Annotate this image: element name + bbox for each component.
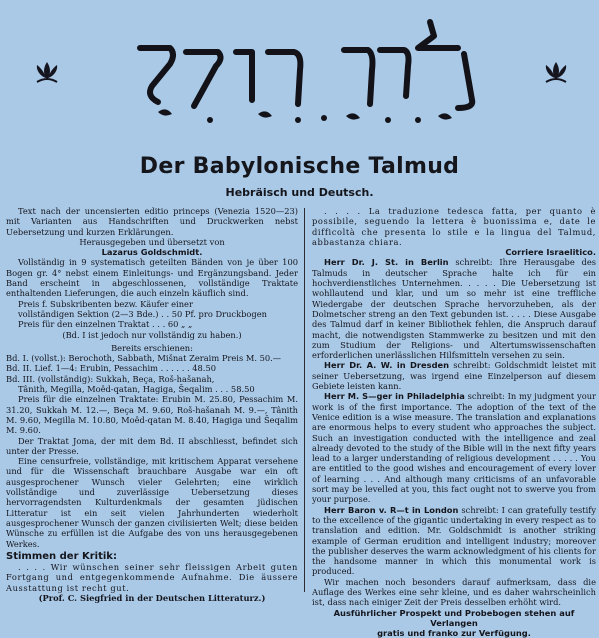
joma-note: Der Traktat Joma, der mit dem Bd. II abschliesst, befindet sich unter der Presse. — [6, 435, 298, 456]
critics-heading: Stimmen der Kritik: — [6, 550, 117, 562]
list-item: Preis für die einzelnen Traktate: Erubin M. 25.80, Pessachim M. 31.20, Sukkah M. 12.—, Beça M. 9.60, Roš-hašanah M. 9.—, Tânith M. 9.60, Megilla M. 10.80, Moêd-qatan M. 8.40, Hagiga und Šeqalim M. 9.60. — [6, 394, 298, 436]
price-note: (Bd. I ist jedoch nur vollständig zu haben.) — [62, 329, 242, 340]
review-text: schreibt: I can gratefully testify to the excellence of the gigantic undertaking in every respect as to translation and edition. Mr. Goldschmidt is another striking example of German erudition and intelligent industry; moreover the publisher deserves the warm acknowledgment of his clients for the handsome manner in which this monumental work is produced. — [312, 504, 597, 577]
fleuron-left-icon — [32, 58, 62, 88]
published-heading: Bereits erschienen: — [111, 342, 193, 353]
price-line-3: Preis für den einzelnen Traktat . . . 60 „ „ — [18, 319, 193, 330]
footer-line-2: gratis und franko zur Verfügung. — [377, 628, 531, 638]
hebrew-calligraphy-title — [118, 8, 480, 130]
left-column — [6, 206, 298, 603]
review-3 — [312, 391, 596, 504]
closing-note: Wir machen noch besonders darauf aufmerksam, dass die Auflage des Werkes eine sehr kleine, und es daher wahrscheinlich ist, dass nach einiger Zeit der Preis desselben erhöht wird. — [312, 576, 596, 608]
italian-quote: . . . . La traduzione tedesca fatta, per quanto è possibile, seguendo la lettera è buonissima e, date le difficoltà che presenta lo stile e la lingua del Talmud, abbastanza chiara. — [312, 206, 596, 247]
review-text: schreibt: Goldschmidt leistet mit seiner Uebersetzung, was irgend eine Einzelperson auf diesem Gebiete leisten kann. — [312, 360, 596, 392]
review-4 — [312, 505, 596, 577]
critic-quote: . . . . Wir wünschen seiner sehr fleissigen Arbeit guten Fortgang und entgegenkommende Aufnahme. Die äussere Ausstattung ist recht gut. — [6, 562, 298, 593]
sub-title: Hebräisch und Deutsch. — [225, 186, 374, 199]
praise-text: Eine censurfreie, vollständige, mit kritischem Apparat versehene und für die Wissenschaft brauchbare Ausgabe war ein oft ausgesprochener Wunsch vieler Gelehrten; eine wirklich vollständige und zuverlässige Uebersetzung dieses hervorragendsten Kulturdenkmals der gesamten jüdischen Litteratur ist ein seit vielen Jahrhunderten wiederholt ausgesprochener Wunsch der ganzen civilisierten Welt; diese beiden Wünsche zu erfüllen ist die Aufgabe des von uns herausgegebenen Werkes. — [6, 456, 298, 549]
right-column — [312, 206, 597, 638]
intro-text: Text nach der uncensierten editio princeps (Venezia 1520—23) mit Varianten aus Handschriften und Druckwerken nebst Uebersetzung und kurzen Erklärungen. — [6, 206, 298, 237]
reviewer-name: Herr Baron v. R—t in London — [324, 504, 459, 515]
column-divider — [304, 208, 305, 592]
italian-source: Corriere Israelitico. — [505, 247, 596, 258]
critic-source: (Prof. C. Siegfried in der Deutschen Litteraturz.) — [38, 592, 266, 603]
editor-name: Lazarus Goldschmidt. — [101, 247, 203, 258]
scope-text: Vollständig in 9 systematisch geteilten Bänden von je über 100 Bogen gr. 4° nebst einem Einleitungs- und Ergänzungsband. Jeder Band erscheint in abgeschlossenen, vollständige Traktate enthaltenden Lieferungen, die auch einzeln käuflich sind. — [6, 257, 298, 299]
review-text: schreibt: In my judgment your work is of the first importance. The adoption of the text of the Venice edition is a wise measure. The translation and explanations are enormous helps to every student who approaches the subject. Such an investigation conducted with the intelligence and zeal already devoted to the study of the Bible will in the next fifty years lead to a larger understanding of religious development . . . . . You are entitled to the good wishes and encouragement of every lover of learning . . . And although many criticisms of an unfavorable sort may be levelled at you, this fact ought not to swerve you from your purpose. — [312, 391, 597, 505]
review-text: schreibt: Ihre Herausgabe des Talmuds in deutscher Sprache halte ich für ein hochverdienstliches Unternehmen. . . . . Die Uebersetzung ist wohllautend und klar, und um so mehr ist eine treffliche Wiedergabe der deutschen Sprache hervorzuheben, als der Dolmetscher streng an den Text gebunden ist. . . . . Diese Ausgabe des Talmud darf in keiner Bibliothek fehlen, die Anspruch darauf macht, die notwendigsten Stammwerke zu besitzen und mit den zum Studium der Religions- und Altertumswissenschaften erforderlichen unerlässlichen Hilfsmitteln versehen zu sein. — [312, 257, 597, 361]
footer-line-1: Ausführlicher Prospekt und Probebogen stehen auf Verlangen — [333, 607, 575, 628]
price-line-1: Preis f. Subskribenten bezw. Käufer einer — [18, 298, 193, 309]
list-item: Bd. I. (vollst.): Berochoth, Sabbath, Mišnat Zeraim Preis M. 50.— — [6, 353, 282, 364]
reviewer-name: Herr Dr. A. W. in Dresden — [324, 360, 450, 371]
editor-line: Herausgegeben und übersetzt von — [79, 236, 225, 247]
list-item: Tânith, Megilla, Moêd-qatan, Hagiga, Šeqalim . . . 58.50 — [18, 384, 255, 395]
price-line-2: vollständigen Sektion (2—3 Bde.) . . 50 Pf. pro Druckbogen — [18, 308, 267, 319]
fleuron-right-icon — [541, 58, 571, 88]
review-2 — [312, 360, 596, 391]
main-title: Der Babylonische Talmud — [139, 154, 460, 179]
list-item: Bd. II. Lief. 1—4: Erubin, Pessachim . . . . . . 48.50 — [6, 363, 217, 374]
review-1 — [312, 257, 596, 360]
list-item: Bd. III. (vollständig): Sukkah, Beça, Roš-hašanah, — [6, 373, 215, 384]
reviewer-name: Herr Dr. J. St. in Berlin — [324, 257, 449, 268]
reviewer-name: Herr M. S—ger in Philadelphia — [324, 391, 465, 402]
